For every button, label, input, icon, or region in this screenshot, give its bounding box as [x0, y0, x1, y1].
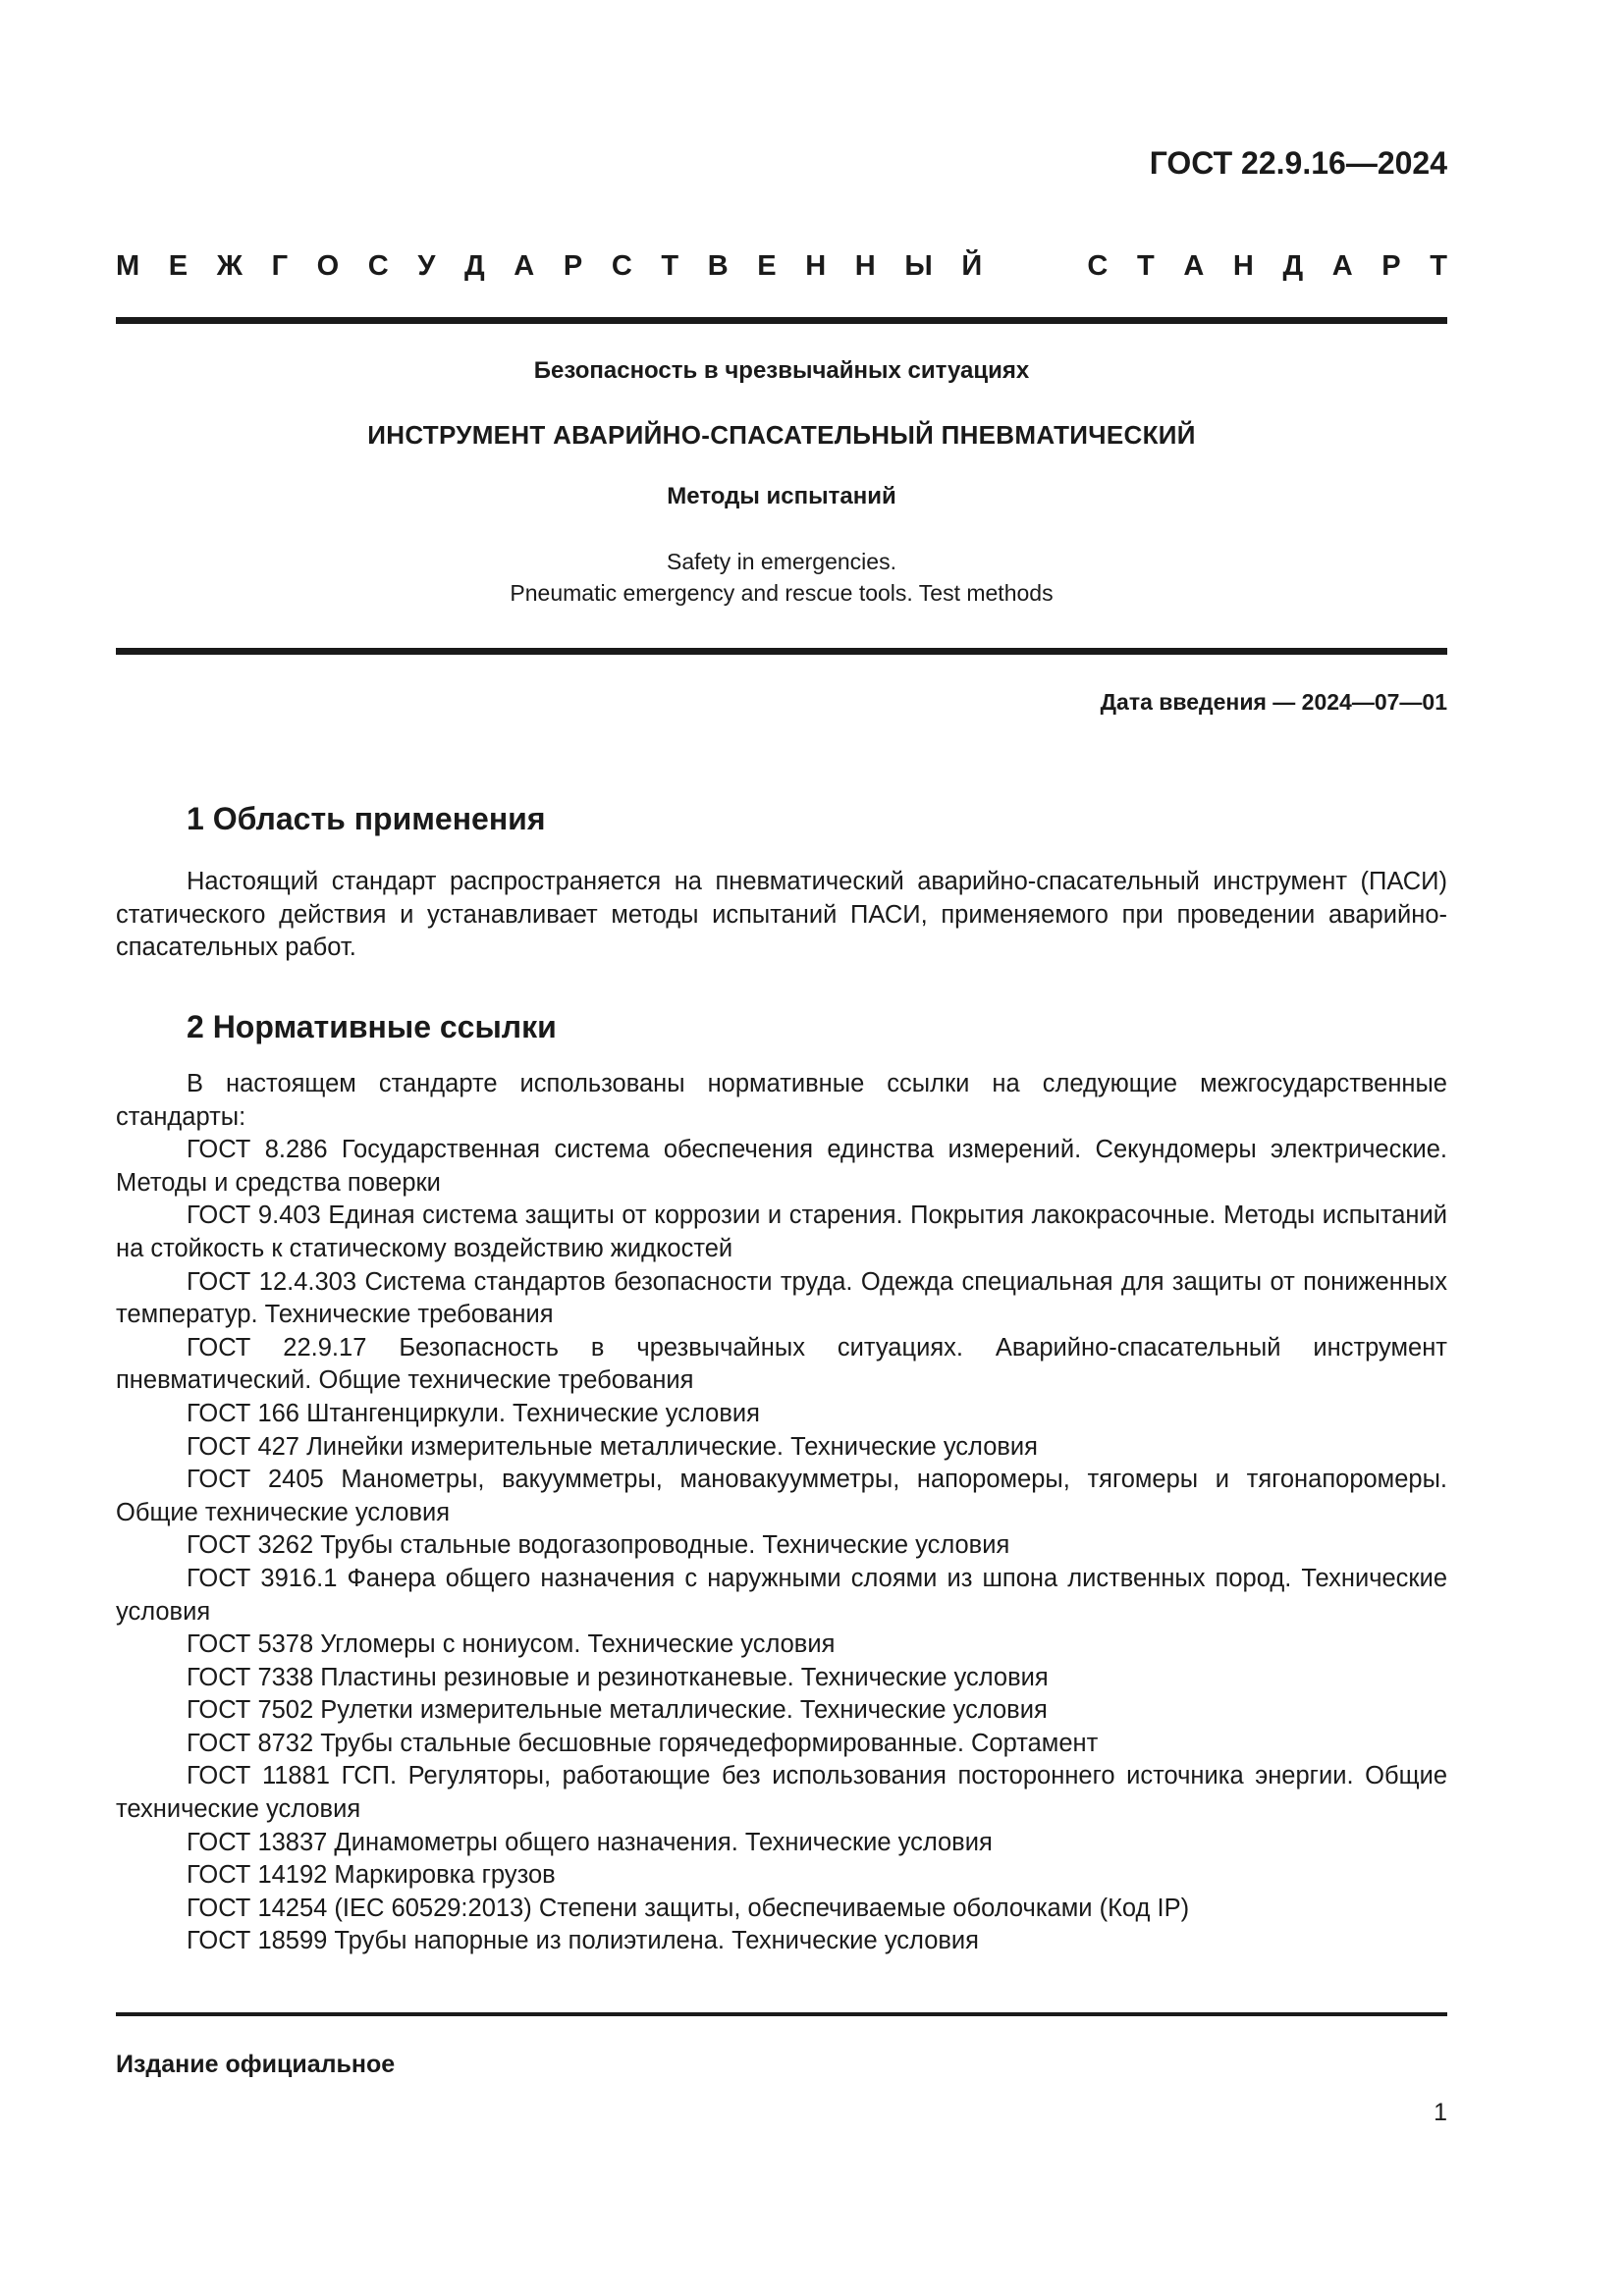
list-item: В настоящем стандарте использованы нормативные ссылки на следующие межгосударственные стандарты: [116, 1070, 1447, 1131]
list-item: ГОСТ 3262 Трубы стальные водогазопроводные. Технические условия [187, 1531, 1010, 1560]
letter: В [707, 250, 729, 282]
letter: Й [961, 250, 983, 282]
list-item: ГОСТ 9.403 Единая система защиты от коррозии и старения. Покрытия лакокрасочные. Методы испытаний на стойкость к статическому воздействию жидкостей [116, 1201, 1447, 1262]
document-code: ГОСТ 22.9.16—2024 [1149, 145, 1447, 181]
topic-heading: Безопасность в чрезвычайных ситуациях [533, 357, 1030, 384]
list-item: ГОСТ 12.4.303 Система стандартов безопасности труда. Одежда специальная для защиты от пониженных температур. Технические требования [116, 1267, 1447, 1329]
list-item: ГОСТ 7502 Рулетки измерительные металлические. Технические условия [187, 1696, 1048, 1725]
letter: Н [1232, 250, 1254, 282]
list-item: ГОСТ 14192 Маркировка грузов [187, 1861, 556, 1890]
standard-type-heading [116, 250, 1447, 283]
section-1-paragraph: Настоящий стандарт распространяется на пневматический аварийно-спасательный инструмент (ПАСИ) статического действия и устанавливает методы испытаний ПАСИ, применяемого при проведении аварийно-спасательных работ. [116, 868, 1447, 961]
letter: С [611, 250, 632, 282]
page-number: 1 [1434, 2099, 1447, 2126]
list-item: ГОСТ 166 Штангенциркули. Технические условия [187, 1399, 760, 1427]
letter: Р [1381, 250, 1401, 282]
letter: М [116, 250, 140, 282]
document-subtitle: Методы испытаний [667, 483, 896, 509]
section-1-heading: 1 Область применения [187, 801, 546, 836]
title-block-rule [116, 648, 1447, 655]
letter: А [1331, 250, 1353, 282]
letter: Н [805, 250, 827, 282]
normative-references-list [116, 1068, 1447, 1958]
edition-label: Издание официальное [116, 2051, 396, 2078]
letter: А [514, 250, 535, 282]
word-gap [1011, 250, 1058, 283]
letter: Т [661, 250, 679, 282]
letter: Ы [904, 250, 933, 282]
letter: Г [271, 250, 289, 282]
list-item: ГОСТ 427 Линейки измерительные металлические. Технические условия [187, 1432, 1038, 1461]
letter: А [1183, 250, 1205, 282]
letter: Е [757, 250, 777, 282]
letter: Т [1430, 250, 1447, 282]
introduction-date: Дата введения — 2024—07—01 [1100, 689, 1447, 715]
header-rule [116, 317, 1447, 324]
letter: Д [1282, 250, 1304, 282]
section-2-heading: 2 Нормативные ссылки [187, 1009, 557, 1044]
letter: Ж [216, 250, 243, 282]
footer-rule [116, 2012, 1447, 2016]
letter: С [367, 250, 389, 282]
letter: Д [464, 250, 485, 282]
english-title [116, 546, 1447, 609]
list-item: ГОСТ 18599 Трубы напорные из полиэтилена. Технические условия [187, 1927, 979, 1955]
list-item: ГОСТ 7338 Пластины резиновые и резинотканевые. Технические условия [187, 1663, 1049, 1691]
section-1-text [116, 866, 1447, 965]
list-item: ГОСТ 22.9.17 Безопасность в чрезвычайных ситуациях. Аварийно-спасательный инструмент пневматический. Общие технические требования [116, 1333, 1447, 1395]
list-item: ГОСТ 2405 Манометры, вакуумметры, мановакуумметры, напоромеры, тягомеры и тягонапоромеры. Общие технические условия [116, 1466, 1447, 1526]
list-item: ГОСТ 8.286 Государственная система обеспечения единства измерений. Секундомеры электрические. Методы и средства поверки [116, 1136, 1447, 1197]
document-title: ИНСТРУМЕНТ АВАРИЙНО-СПАСАТЕЛЬНЫЙ ПНЕВМАТИЧЕСКИЙ [367, 420, 1196, 450]
letter: Е [168, 250, 189, 282]
list-item: ГОСТ 13837 Динамометры общего назначения. Технические условия [187, 1828, 993, 1856]
letter: О [316, 250, 340, 282]
list-item: ГОСТ 11881 ГСП. Регуляторы, работающие без использования постороннего источника энергии. Общие технические условия [116, 1762, 1447, 1824]
letter: С [1087, 250, 1109, 282]
letter: Р [563, 250, 583, 282]
letter: У [417, 250, 436, 282]
list-item: ГОСТ 5378 Угломеры с нониусом. Технические условия [187, 1630, 836, 1659]
list-item: ГОСТ 8732 Трубы стальные бесшовные горячедеформированные. Сортамент [187, 1729, 1099, 1757]
list-item: ГОСТ 14254 (IEC 60529:2013) Степени защиты, обеспечиваемые оболочками (Код IP) [187, 1894, 1190, 1922]
english-title-line-2: Pneumatic emergency and rescue tools. Test methods [510, 580, 1054, 606]
letter: Н [854, 250, 876, 282]
list-item: ГОСТ 3916.1 Фанера общего назначения с наружными слоями из шпона лиственных пород. Технические условия [116, 1564, 1447, 1626]
letter: Т [1136, 250, 1155, 282]
english-title-line-1: Safety in emergencies. [667, 549, 896, 574]
